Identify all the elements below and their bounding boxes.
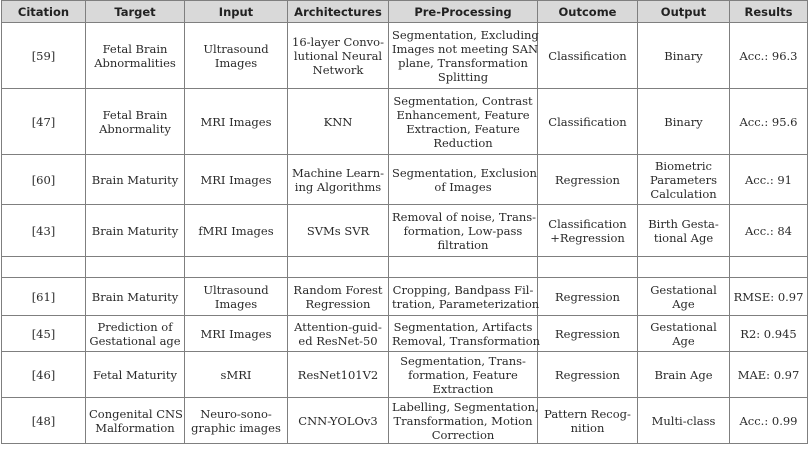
cell-line: tration, Parameterization	[392, 296, 540, 311]
cell-output	[638, 278, 730, 316]
table-row	[2, 205, 808, 257]
cell-input	[185, 316, 288, 352]
cell-input	[185, 398, 288, 444]
cell-results	[730, 316, 808, 352]
cell-output	[638, 155, 730, 205]
cell-target	[86, 205, 185, 257]
cell-line: Acc.: 84	[744, 223, 792, 238]
cell-line: Segmentation, Artifacts	[393, 319, 533, 334]
cell-line: Segmentation, Trans-	[400, 353, 526, 368]
cell-outcome	[538, 23, 638, 89]
cell-input	[185, 155, 288, 205]
cell-results	[730, 89, 808, 155]
cell-line: Congenital CNS	[89, 406, 183, 421]
cell-line: Brain Maturity	[91, 223, 179, 238]
cell-results	[730, 23, 808, 89]
cell-line: [48]	[31, 413, 56, 428]
cell-line: Abnormality	[99, 121, 171, 136]
cell-line: Splitting	[437, 69, 489, 84]
cell-line: [45]	[31, 326, 56, 341]
cell-output	[638, 316, 730, 352]
cell-citation	[2, 155, 86, 205]
cell-line: Abnormalities	[94, 55, 176, 70]
cell-line: Random Forest	[293, 282, 383, 297]
cell-pre-processing	[389, 352, 538, 398]
cell-target	[86, 398, 185, 444]
table-row	[2, 398, 808, 444]
table-row	[2, 23, 808, 89]
cell-line: Extraction	[432, 381, 494, 396]
cell-line: of Images	[434, 179, 492, 194]
cell-line: Prediction of	[97, 319, 173, 334]
cell-line: 16-layer Convo-	[292, 34, 384, 49]
cell-line: Correction	[431, 427, 495, 442]
cell-line: MRI Images	[200, 114, 272, 129]
cell-pre-processing	[389, 205, 538, 257]
cell-input	[185, 278, 288, 316]
table-row	[2, 89, 808, 155]
cell-output	[638, 257, 730, 278]
cell-line: Acc.: 95.6	[739, 114, 798, 129]
cell-line: tional Age	[653, 230, 714, 245]
header-architectures: Architectures	[288, 1, 389, 23]
cell-line: Acc.: 91	[744, 172, 792, 187]
table-row	[2, 278, 808, 316]
cell-architectures	[288, 352, 389, 398]
cell-line: Network	[312, 62, 364, 77]
cell-target	[86, 352, 185, 398]
cell-line: Pattern Recog-	[544, 406, 631, 421]
cell-line: plane, Transformation	[398, 55, 528, 70]
cell-line: KNN	[323, 114, 353, 129]
cell-pre-processing	[389, 278, 538, 316]
cell-target	[86, 278, 185, 316]
cell-pre-processing	[389, 257, 538, 278]
cell-line: Removal of noise, Trans-	[392, 209, 537, 224]
cell-results	[730, 205, 808, 257]
cell-line: Ultrasound	[203, 282, 269, 297]
cell-target	[86, 89, 185, 155]
cell-line: Classification	[548, 216, 627, 231]
cell-line: Fetal Brain	[102, 107, 168, 122]
cell-outcome	[538, 155, 638, 205]
cell-citation	[2, 398, 86, 444]
cell-line: Machine Learn-	[291, 165, 385, 180]
cell-target	[86, 316, 185, 352]
cell-outcome	[538, 257, 638, 278]
cell-outcome	[538, 316, 638, 352]
cell-outcome	[538, 352, 638, 398]
cell-line: MRI Images	[200, 172, 272, 187]
cell-line: Calculation	[650, 186, 717, 201]
cell-line: Enhancement, Feature	[396, 107, 530, 122]
cell-pre-processing	[389, 398, 538, 444]
cell-pre-processing	[389, 316, 541, 352]
cell-pre-processing	[389, 89, 538, 155]
cell-line: formation, Low-pass	[403, 223, 523, 238]
cell-line: Age	[672, 333, 695, 348]
cell-target	[86, 257, 185, 278]
header-row	[2, 1, 808, 23]
cell-pre-processing	[389, 23, 538, 89]
cell-line: Segmentation, Excluding	[392, 27, 539, 42]
cell-line: Ultrasound	[203, 41, 269, 56]
cell-citation	[2, 316, 86, 352]
cell-architectures	[288, 278, 389, 316]
cell-line: Parameters	[650, 172, 717, 187]
cell-line: Transformation, Motion	[393, 413, 533, 428]
cell-line: Regression	[555, 367, 620, 382]
cell-line: filtration	[437, 237, 489, 252]
cell-line: Multi-class	[651, 413, 716, 428]
cell-line: Neuro-sono-	[200, 406, 272, 421]
cell-line: [61]	[31, 289, 56, 304]
cell-outcome	[538, 278, 638, 316]
cell-line: Brain Maturity	[91, 172, 179, 187]
cell-line: Segmentation, Contrast	[393, 93, 533, 108]
cell-input	[185, 23, 288, 89]
cell-results	[730, 398, 808, 444]
cell-line: +Regression	[550, 230, 625, 245]
cell-line: Brain Maturity	[91, 289, 179, 304]
cell-line: Gestational	[650, 282, 717, 297]
cell-line: Segmentation, Exclusion	[392, 165, 537, 180]
cell-citation	[2, 352, 86, 398]
cell-line: [46]	[31, 367, 56, 382]
cell-line: Images	[214, 55, 258, 70]
cell-line: Gestational	[650, 319, 717, 334]
table-row	[2, 155, 808, 205]
cell-line: lutional Neural	[293, 48, 383, 63]
cell-line: Biometric	[654, 158, 712, 173]
cell-architectures	[288, 89, 389, 155]
cell-architectures	[288, 155, 389, 205]
cell-architectures	[288, 205, 389, 257]
header-output: Output	[638, 1, 730, 23]
cell-line: ed ResNet-50	[298, 333, 378, 348]
cell-citation	[2, 23, 86, 89]
cell-line: Regression	[555, 326, 620, 341]
cell-line: MRI Images	[200, 326, 272, 341]
header-citation: Citation	[2, 1, 86, 23]
cell-line: Images	[214, 296, 258, 311]
cell-line: Acc.: 96.3	[739, 48, 798, 63]
cell-line: Images not meeting SAN	[392, 41, 539, 56]
cell-line: RMSE: 0.97	[733, 289, 804, 304]
header-input: Input	[185, 1, 288, 23]
cell-line: formation, Feature	[408, 367, 518, 382]
cell-line: Regression	[305, 296, 371, 311]
cell-output	[638, 398, 730, 444]
cell-line: graphic images	[191, 420, 281, 435]
table-row	[2, 352, 808, 398]
cell-line: Cropping, Bandpass Fil-	[392, 282, 534, 297]
cell-input	[185, 89, 288, 155]
header-pre-processing: Pre-Processing	[389, 1, 538, 23]
cell-line: Attention-guid-	[294, 319, 382, 334]
cell-line: Fetal Brain	[102, 41, 168, 56]
cell-line: SVMs SVR	[306, 223, 370, 238]
cell-citation	[2, 205, 86, 257]
cell-line: [60]	[31, 172, 56, 187]
cell-target	[86, 155, 185, 205]
cell-line: R2: 0.945	[740, 326, 797, 341]
header-results: Results	[730, 1, 808, 23]
cell-citation	[2, 278, 86, 316]
cell-line: MAE: 0.97	[737, 367, 800, 382]
cell-output	[638, 89, 730, 155]
header-target: Target	[86, 1, 185, 23]
cell-line: Classification	[548, 114, 627, 129]
cell-line: sMRI	[220, 367, 252, 382]
cell-line: CNN-YOLOv3	[298, 413, 378, 428]
cell-line: [47]	[31, 114, 56, 129]
cell-line: Reduction	[433, 135, 493, 150]
cell-line: ResNet101V2	[297, 367, 379, 382]
cell-output	[638, 205, 730, 257]
cell-line: Removal, Transformation	[392, 333, 541, 348]
cell-line: [43]	[31, 223, 56, 238]
table-row	[2, 257, 808, 278]
cell-line: Classification	[548, 48, 627, 63]
cell-line: Acc.: 0.99	[739, 413, 798, 428]
cell-line: Age	[672, 296, 695, 311]
cell-outcome	[538, 89, 638, 155]
cell-line: Binary	[664, 114, 703, 129]
cell-architectures	[288, 23, 389, 89]
cell-line: Birth Gesta-	[648, 216, 719, 231]
cell-line: fMRI Images	[198, 223, 274, 238]
cell-citation	[2, 257, 86, 278]
cell-architectures	[288, 316, 389, 352]
cell-line: Malformation	[95, 420, 175, 435]
cell-line: ing Algorithms	[294, 179, 382, 194]
cell-results	[730, 257, 808, 278]
cell-output	[638, 352, 730, 398]
cell-line: Regression	[555, 289, 620, 304]
header-outcome: Outcome	[538, 1, 638, 23]
cell-outcome	[538, 398, 638, 444]
cell-architectures	[288, 398, 389, 444]
cell-line: Extraction, Feature	[406, 121, 520, 136]
cell-line: Fetal Maturity	[93, 367, 177, 382]
cell-line: Brain Age	[654, 367, 713, 382]
cell-pre-processing	[389, 155, 538, 205]
results-table	[1, 0, 808, 444]
cell-line: Gestational age	[89, 333, 181, 348]
cell-input	[185, 205, 288, 257]
cell-line: nition	[570, 420, 605, 435]
cell-input	[185, 352, 288, 398]
cell-line: Labelling, Segmentation,	[392, 399, 539, 414]
cell-outcome	[538, 205, 638, 257]
cell-results	[730, 278, 808, 316]
cell-target	[86, 23, 185, 89]
cell-citation	[2, 89, 86, 155]
cell-output	[638, 23, 730, 89]
cell-architectures	[288, 257, 389, 278]
cell-line: Binary	[664, 48, 703, 63]
cell-results	[730, 155, 808, 205]
table-row	[2, 316, 808, 352]
cell-line: Regression	[555, 172, 620, 187]
cell-input	[185, 257, 288, 278]
cell-line: [59]	[31, 48, 56, 63]
cell-results	[730, 352, 808, 398]
